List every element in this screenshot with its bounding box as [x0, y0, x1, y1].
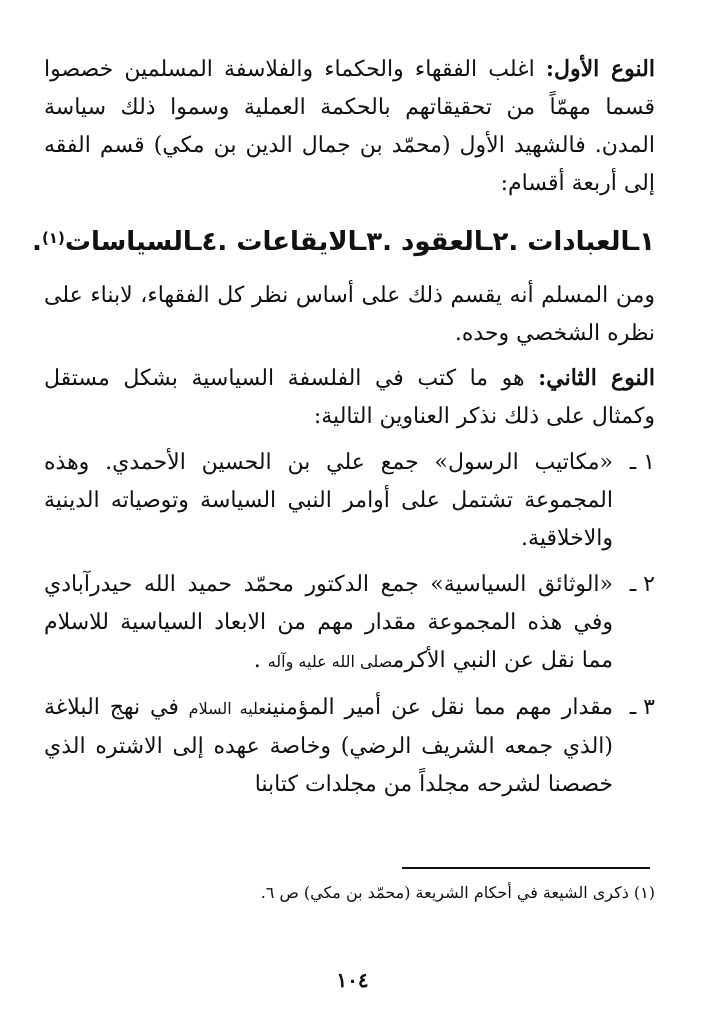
list-item-end: . — [253, 648, 268, 673]
list-item — [44, 566, 655, 681]
honorific-ligature: عليه السلام — [188, 699, 267, 718]
section-two-label: النوع الثاني: — [538, 365, 656, 391]
list-item-text-after: في نهج البلاغة (الذي جمعه الشريف الرضي) وخاصة عهده إلى الاشتره الذي خصصنا لشرحه مجلداً من مجلدات كتابنا — [44, 695, 613, 797]
list-item-number: ٢ ـ — [629, 572, 655, 597]
list-item-main-text: «الوثائق السياسية» جمع الدكتور محمّد حميد الله حيدرآبادي وفي هذه المجموعة مقدار مهم من الابعاد السياسية للاسلام مما نقل عن النبي الأكرم — [44, 572, 613, 673]
list-item — [44, 689, 655, 804]
list-item-text — [44, 689, 613, 804]
list-item-text-before: مقدار مهم مما نقل عن أمير المؤمنين — [266, 695, 613, 720]
footnote-reference: (١) — [41, 229, 65, 247]
fiqh-divisions-text: ١ـالعبادات .٢ـالعقود .٣ـالايقاعات .٤ـالسياسات — [64, 227, 655, 257]
list-item-text: «مكاتيب الرسول» جمع علي بن الحسين الأحمدي. وهذه المجموعة تشتمل على أوامر النبي السياسة وتوصياته الدينية والاخلاقية. — [44, 450, 613, 551]
heading-period: . — [32, 227, 42, 257]
honorific-ligature: صلى الله عليه وآله — [267, 652, 393, 671]
list-item-number: ٣ ـ — [629, 695, 655, 720]
section-one-label: النوع الأول: — [545, 56, 655, 82]
fiqh-divisions-heading — [32, 217, 655, 267]
list-item — [44, 444, 655, 558]
paragraph-two: ومن المسلم أنه يقسم ذلك على أساس نظر كل الفقهاء، لابناء على نظره الشخصي وحده. — [44, 283, 655, 346]
list-item-text — [44, 566, 613, 681]
page-number: ١٠٤ — [336, 968, 369, 992]
section-two-text: هو ما كتب في الفلسفة السياسية بشكل مستقل وكمثال على ذلك نذكر العناوين التالية: — [44, 366, 655, 429]
page-body — [32, 50, 656, 808]
section-two-paragraph — [44, 359, 655, 436]
section-one-text: اغلب الفقهاء والحكماء والفلاسفة المسلمين خصصوا قسما مهمّاً من تحقيقاتهم بالحكمة العملية وسموا ذلك سياسة المدن. فالشهيد الأول (محمّد بن جمال الدين بن مكي) قسم الفقه إلى أربعة أقسام: — [44, 57, 655, 196]
section-one-paragraph — [44, 50, 655, 203]
footnote: (١) ذكرى الشيعة في أحكام الشريعة (محمّد بن مكي) ص ٦. — [260, 883, 655, 902]
footnote-divider — [402, 867, 650, 869]
list-item-number: ١ ـ — [629, 450, 655, 475]
